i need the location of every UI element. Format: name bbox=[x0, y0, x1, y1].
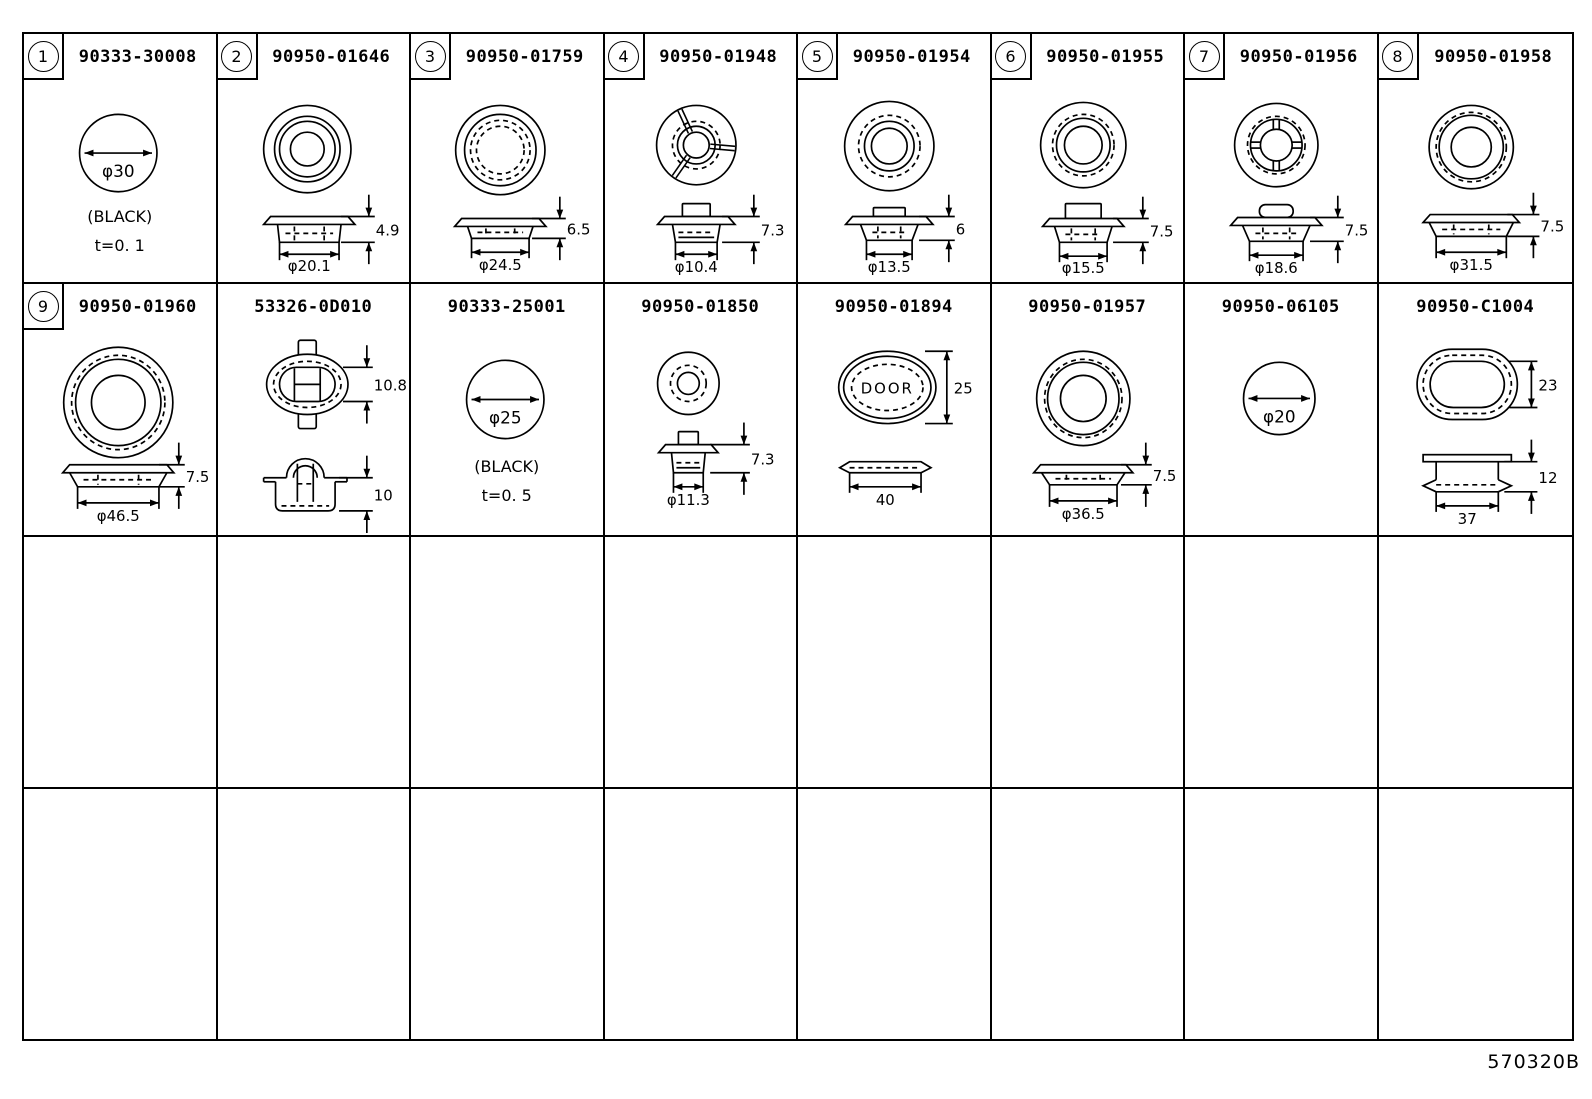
svg-text:φ30: φ30 bbox=[101, 160, 135, 181]
item-number-badge bbox=[1185, 34, 1225, 80]
part-drawing bbox=[218, 284, 410, 535]
top-view bbox=[845, 101, 934, 190]
side-view bbox=[1231, 205, 1322, 242]
item-number: 3 bbox=[415, 41, 446, 72]
top-view bbox=[656, 105, 735, 184]
height-dimension bbox=[722, 195, 784, 264]
top-view bbox=[1040, 102, 1125, 187]
svg-text:10: 10 bbox=[373, 486, 393, 505]
svg-text:7.5: 7.5 bbox=[185, 467, 210, 486]
part-number: 90950-01948 bbox=[659, 47, 778, 67]
part-cell bbox=[1379, 284, 1573, 537]
svg-text:23: 23 bbox=[1537, 376, 1558, 395]
svg-text:φ15.5: φ15.5 bbox=[1061, 259, 1105, 278]
top-view bbox=[657, 352, 719, 414]
height-dimension bbox=[1120, 443, 1175, 507]
part-number: 90950-01850 bbox=[641, 297, 760, 317]
part-number: 90950-01894 bbox=[834, 297, 953, 317]
empty-cell bbox=[411, 537, 605, 789]
svg-text:7.3: 7.3 bbox=[750, 450, 775, 469]
part-drawing bbox=[992, 284, 1184, 535]
height-dimension bbox=[339, 456, 393, 533]
color-note: (BLACK) bbox=[474, 457, 540, 476]
top-view bbox=[467, 360, 544, 438]
empty-cell bbox=[992, 789, 1186, 1039]
empty-cell bbox=[605, 537, 799, 789]
part-cell bbox=[218, 34, 412, 284]
part-cell bbox=[992, 284, 1186, 537]
item-number-badge bbox=[1379, 34, 1419, 80]
part-number: 90333-30008 bbox=[78, 47, 197, 67]
part-cell bbox=[24, 284, 218, 537]
top-view-dimension bbox=[343, 345, 407, 423]
part-number: 90950-01957 bbox=[1028, 297, 1147, 317]
side-view bbox=[846, 208, 933, 241]
height-dimension bbox=[710, 423, 774, 495]
part-number: 90950-01955 bbox=[1046, 47, 1165, 67]
height-dimension bbox=[1310, 196, 1368, 263]
empty-cell bbox=[1379, 789, 1573, 1039]
side-view bbox=[1423, 455, 1511, 492]
height-dimension bbox=[159, 443, 209, 509]
height-dimension bbox=[1507, 193, 1564, 258]
parts-table bbox=[22, 32, 1574, 1041]
item-number-badge bbox=[218, 34, 258, 80]
top-view-dimension bbox=[925, 351, 973, 423]
part-number: 90950-01956 bbox=[1239, 47, 1358, 67]
part-cell bbox=[605, 284, 799, 537]
svg-text:φ18.6: φ18.6 bbox=[1254, 259, 1298, 278]
item-number: 7 bbox=[1189, 41, 1220, 72]
item-number: 6 bbox=[995, 41, 1026, 72]
svg-text:6: 6 bbox=[955, 220, 966, 239]
part-cell bbox=[1185, 284, 1379, 537]
height-dimension bbox=[1504, 440, 1557, 514]
top-view bbox=[64, 347, 173, 457]
svg-text:6.5: 6.5 bbox=[566, 220, 591, 239]
width-dimension bbox=[279, 242, 339, 275]
side-view bbox=[1033, 465, 1132, 485]
top-view bbox=[456, 105, 545, 194]
side-view bbox=[658, 432, 718, 473]
width-dimension bbox=[850, 473, 921, 509]
thickness-note: t=0. 5 bbox=[481, 486, 532, 505]
svg-text:4.9: 4.9 bbox=[375, 221, 399, 240]
empty-cell bbox=[218, 537, 412, 789]
item-number-badge bbox=[24, 34, 64, 80]
item-number: 4 bbox=[608, 41, 639, 72]
side-view bbox=[263, 459, 346, 511]
empty-cell bbox=[218, 789, 412, 1039]
svg-text:37: 37 bbox=[1457, 509, 1477, 528]
part-cell bbox=[218, 284, 412, 537]
svg-text:φ36.5: φ36.5 bbox=[1061, 504, 1105, 523]
top-view bbox=[839, 351, 936, 423]
empty-cell bbox=[992, 537, 1186, 789]
top-view bbox=[80, 114, 157, 191]
side-view bbox=[455, 219, 546, 239]
svg-text:φ31.5: φ31.5 bbox=[1449, 256, 1493, 275]
empty-cell bbox=[798, 789, 992, 1039]
part-cell bbox=[411, 284, 605, 537]
svg-text:12: 12 bbox=[1537, 468, 1558, 487]
top-view bbox=[266, 340, 347, 428]
empty-cell bbox=[798, 537, 992, 789]
empty-cell bbox=[1185, 537, 1379, 789]
item-number: 1 bbox=[28, 41, 59, 72]
item-number: 8 bbox=[1382, 41, 1413, 72]
svg-text:φ20: φ20 bbox=[1262, 406, 1296, 427]
part-cell bbox=[24, 34, 218, 284]
part-number: 90333-25001 bbox=[447, 297, 566, 317]
empty-cell bbox=[605, 789, 799, 1039]
top-view bbox=[1429, 105, 1513, 188]
part-number: 90950-01646 bbox=[272, 47, 391, 67]
width-dimension bbox=[1436, 492, 1498, 528]
color-note: (BLACK) bbox=[87, 207, 153, 226]
top-view bbox=[1244, 362, 1315, 434]
svg-text:φ13.5: φ13.5 bbox=[867, 258, 911, 277]
svg-text:φ10.4: φ10.4 bbox=[674, 258, 718, 277]
width-dimension bbox=[1436, 236, 1506, 274]
item-number: 2 bbox=[221, 41, 252, 72]
part-cell bbox=[1185, 34, 1379, 284]
part-drawing bbox=[1379, 284, 1573, 535]
item-number-badge bbox=[24, 284, 64, 330]
width-dimension bbox=[866, 240, 912, 276]
svg-text:DOOR: DOOR bbox=[860, 379, 914, 398]
width-dimension bbox=[666, 473, 709, 509]
part-number: 90950-01958 bbox=[1434, 47, 1553, 67]
item-number: 5 bbox=[802, 41, 833, 72]
svg-text:40: 40 bbox=[875, 490, 895, 509]
part-number: 90950-06105 bbox=[1221, 297, 1340, 317]
side-view bbox=[840, 462, 931, 473]
part-number: 90950-01954 bbox=[852, 47, 971, 67]
svg-text:φ11.3: φ11.3 bbox=[666, 490, 710, 509]
part-cell bbox=[1379, 34, 1573, 284]
side-view bbox=[1042, 204, 1123, 243]
width-dimension bbox=[1059, 242, 1107, 277]
svg-text:φ24.5: φ24.5 bbox=[478, 256, 522, 275]
side-view bbox=[63, 465, 174, 487]
height-dimension bbox=[532, 197, 590, 260]
empty-cell bbox=[1185, 789, 1379, 1039]
empty-cell bbox=[1379, 537, 1573, 789]
svg-text:7.5: 7.5 bbox=[1539, 217, 1564, 236]
side-view bbox=[657, 204, 734, 243]
part-drawing bbox=[605, 284, 797, 535]
spec-notes bbox=[24, 202, 216, 260]
part-number: 90950-C1004 bbox=[1416, 297, 1535, 317]
spec-notes bbox=[411, 452, 603, 510]
side-view bbox=[263, 217, 354, 243]
part-number: 53326-0D010 bbox=[254, 297, 373, 317]
item-number: 9 bbox=[28, 291, 59, 322]
width-dimension bbox=[1249, 241, 1303, 277]
top-view bbox=[1036, 351, 1129, 445]
sheet-code: 570320B bbox=[1487, 1051, 1580, 1073]
svg-text:φ25: φ25 bbox=[488, 407, 522, 428]
part-drawing bbox=[1185, 284, 1377, 535]
top-view bbox=[263, 105, 350, 192]
empty-cell bbox=[24, 537, 218, 789]
thickness-note: t=0. 1 bbox=[94, 236, 145, 255]
width-dimension bbox=[674, 242, 717, 276]
part-cell bbox=[605, 34, 799, 284]
svg-text:7.3: 7.3 bbox=[760, 221, 784, 240]
svg-text:φ46.5: φ46.5 bbox=[96, 506, 140, 525]
height-dimension bbox=[919, 195, 965, 262]
item-number-badge bbox=[605, 34, 645, 80]
part-number: 90950-01960 bbox=[78, 297, 197, 317]
width-dimension bbox=[1049, 485, 1116, 523]
part-cell bbox=[798, 284, 992, 537]
part-cell bbox=[411, 34, 605, 284]
svg-text:φ20.1: φ20.1 bbox=[287, 257, 331, 276]
width-dimension bbox=[78, 487, 159, 525]
part-cell bbox=[798, 34, 992, 284]
width-dimension bbox=[472, 238, 530, 274]
svg-text:7.5: 7.5 bbox=[1149, 222, 1173, 241]
item-number-badge bbox=[798, 34, 838, 80]
svg-text:10.8: 10.8 bbox=[373, 376, 407, 395]
part-cell bbox=[992, 34, 1186, 284]
top-view bbox=[1235, 103, 1318, 186]
svg-text:7.5: 7.5 bbox=[1152, 466, 1176, 485]
part-number: 90950-01759 bbox=[465, 47, 584, 67]
height-dimension bbox=[341, 195, 399, 264]
side-view bbox=[1423, 215, 1519, 237]
empty-cell bbox=[24, 789, 218, 1039]
svg-text:7.5: 7.5 bbox=[1344, 221, 1369, 240]
item-number-badge bbox=[992, 34, 1032, 80]
top-view bbox=[1417, 349, 1517, 419]
item-number-badge bbox=[411, 34, 451, 80]
empty-cell bbox=[411, 789, 605, 1039]
height-dimension bbox=[1113, 197, 1173, 264]
part-drawing bbox=[798, 284, 990, 535]
svg-text:25: 25 bbox=[953, 379, 973, 398]
